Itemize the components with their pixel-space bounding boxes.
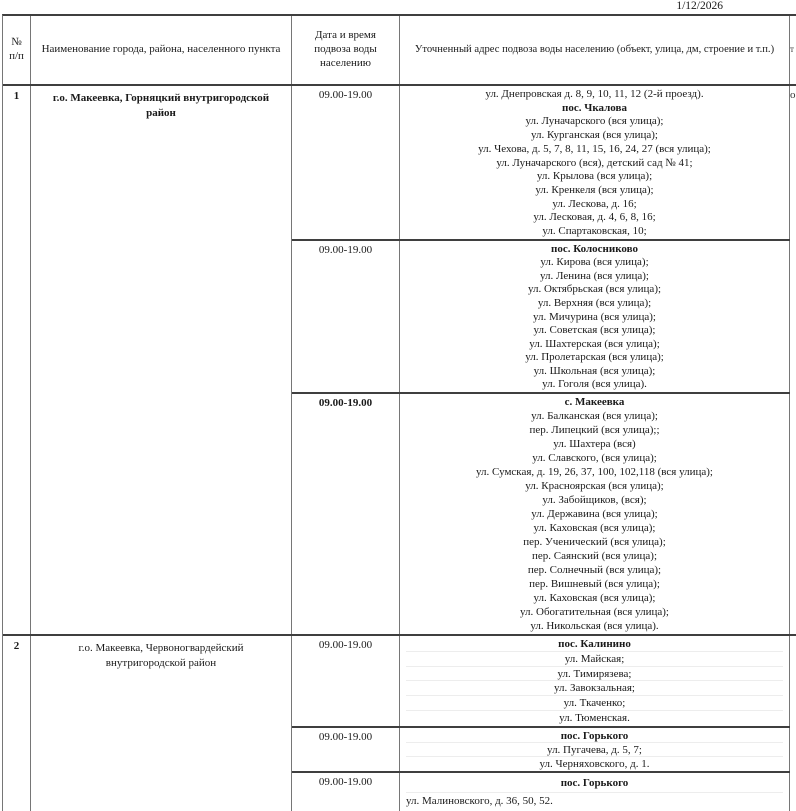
header-col-address: Уточненный адрес подвоза воды населению (объект, улица, дм, строение и т.п.): [400, 16, 790, 84]
address-line: ул. Никольская (вся улица).: [530, 620, 659, 632]
address-list: [400, 241, 790, 392]
table-row: [3, 86, 796, 634]
water-schedule-table: [2, 14, 796, 811]
address-line: ул. Ленина (вся улица);: [540, 269, 649, 282]
document-date: 1/12/2026: [676, 0, 723, 12]
settlement-heading: пос. Горького: [406, 774, 783, 793]
address-line: ул. Красноярская (вся улица);: [525, 480, 664, 492]
address-line: ул. Лесковая, д. 4, 6, 8, 16;: [533, 211, 656, 224]
delivery-section: [292, 392, 790, 634]
header-col-number: № п/п: [3, 16, 31, 84]
clipped-edge-text: о: [790, 89, 796, 101]
address-line: ул. Крылова (вся улица);: [536, 170, 653, 183]
address-line: пер. Липецкий (вся улица);;: [529, 424, 660, 436]
delivery-time: 09.00-19.00: [292, 86, 400, 239]
settlement-heading: пос. Колосниково: [550, 242, 639, 255]
address-line: ул. Спартаковская, 10;: [542, 225, 647, 238]
address-line: ул. Забойщиков, (вся);: [542, 494, 647, 506]
delivery-section: [292, 86, 790, 239]
address-list: [400, 394, 790, 634]
address-line: ул. Шахтера (вся): [553, 438, 636, 450]
row-sections: [292, 86, 790, 634]
delivery-section: [292, 771, 790, 811]
address-line: ул. Тимирязева;: [406, 667, 783, 682]
address-list: [400, 86, 790, 239]
address-line: ул. Октябрьская (вся улица);: [527, 283, 662, 296]
address-list: [400, 728, 790, 771]
address-line: ул. Луначарского (вся улица);: [525, 115, 664, 128]
address-line: ул. Школьная (вся улица);: [533, 364, 656, 377]
settlement-heading: пос. Горького: [406, 729, 783, 743]
address-line: ул. Советская (вся улица);: [533, 324, 656, 337]
header-col-time: Дата и время подвоза воды населению: [292, 16, 400, 84]
delivery-time: 09.00-19.00: [292, 241, 400, 392]
header-col-settlement: Наименование города, района, населенного пункта: [31, 16, 292, 84]
address-line: ул. Курганская (вся улица);: [531, 129, 658, 142]
address-line: ул. Шахтерская (вся улица);: [529, 337, 660, 350]
address-line: ул. Майская;: [406, 652, 783, 667]
clipped-edge-text: [790, 636, 796, 811]
address-line: ул. Луначарского (вся), детский сад № 41;: [496, 156, 693, 169]
row-number: 2: [3, 636, 31, 811]
address-line: ул. Славского, (вся улица);: [532, 452, 657, 464]
address-line: ул. Сумская, д. 19, 26, 37, 100, 102,118 (вся улица);: [476, 466, 713, 478]
address-line: пер. Вишневый (вся улица);: [529, 578, 660, 590]
delivery-section: [292, 636, 790, 726]
delivery-time: 09.00-19.00: [292, 636, 400, 726]
address-line: ул. Пугачева, д. 5, 7;: [406, 743, 783, 757]
address-line: ул. Малиновского, д. 36, 50, 52.: [406, 795, 553, 808]
address-line: пер. Ученический (вся улица);: [523, 536, 666, 548]
delivery-section: [292, 726, 790, 771]
delivery-time: 09.00-19.00: [292, 728, 400, 771]
address-line: ул. Державина (вся улица);: [531, 508, 658, 520]
settlement-heading: пос. Чкалова: [562, 101, 627, 114]
address-line: ул. Мичурина (вся улица);: [533, 310, 656, 323]
address-list: [400, 636, 790, 726]
address-line: ул. Днепровская д. 8, 9, 10, 11, 12 (2-й проезд).: [485, 87, 704, 100]
settlement-heading: пос. Калинино: [406, 637, 783, 652]
delivery-section: [292, 239, 790, 392]
address-line: пер. Саянский (вся улица);: [531, 550, 658, 562]
address-line: ул. Черняховского, д. 1.: [539, 757, 650, 770]
table-header-row: [3, 16, 796, 86]
address-line: ул. Завокзальная;: [406, 681, 783, 696]
address-line: ул. Гоголя (вся улица).: [542, 378, 647, 391]
address-line: ул. Лескова, д. 16;: [552, 197, 637, 210]
address-line: ул. Кирова (вся улица);: [540, 256, 649, 269]
row-sections: [292, 636, 790, 811]
settlement-heading: с. Макеевка: [564, 396, 625, 408]
settlement-name: г.о. Макеевка, Горняцкий внутригородской район: [31, 86, 292, 634]
address-line: ул. Чехова, д. 5, 7, 8, 11, 15, 16, 24, 27 (вся улица);: [478, 142, 711, 155]
address-line: ул. Кренкеля (вся улица);: [535, 184, 654, 196]
settlement-name: г.о. Макеевка, Червоногвардейский внутригородской район: [31, 636, 292, 811]
table-row: [3, 634, 796, 811]
address-line: ул. Каховская (вся улица);: [533, 522, 656, 534]
row-number: 1: [3, 86, 31, 634]
delivery-time: 09.00-19.00: [292, 773, 400, 811]
address-line: ул. Балканская (вся улица);: [531, 410, 658, 422]
address-line: ул. Каховская (вся улица);: [533, 592, 656, 604]
address-line: ул. Ткаченко;: [406, 696, 783, 711]
address-list: [400, 773, 790, 811]
header-col-clipped: т: [790, 44, 794, 55]
address-line: ул. Тюменская.: [559, 712, 630, 725]
address-line: ул. Обогатительная (вся улица);: [520, 606, 669, 618]
address-line: ул. Пролетарская (вся улица);: [525, 351, 664, 364]
address-line: ул. Верхняя (вся улица);: [537, 296, 652, 309]
address-line: пер. Солнечный (вся улица);: [527, 564, 662, 576]
table-body: [3, 86, 796, 811]
delivery-time: 09.00-19.00: [292, 394, 400, 634]
